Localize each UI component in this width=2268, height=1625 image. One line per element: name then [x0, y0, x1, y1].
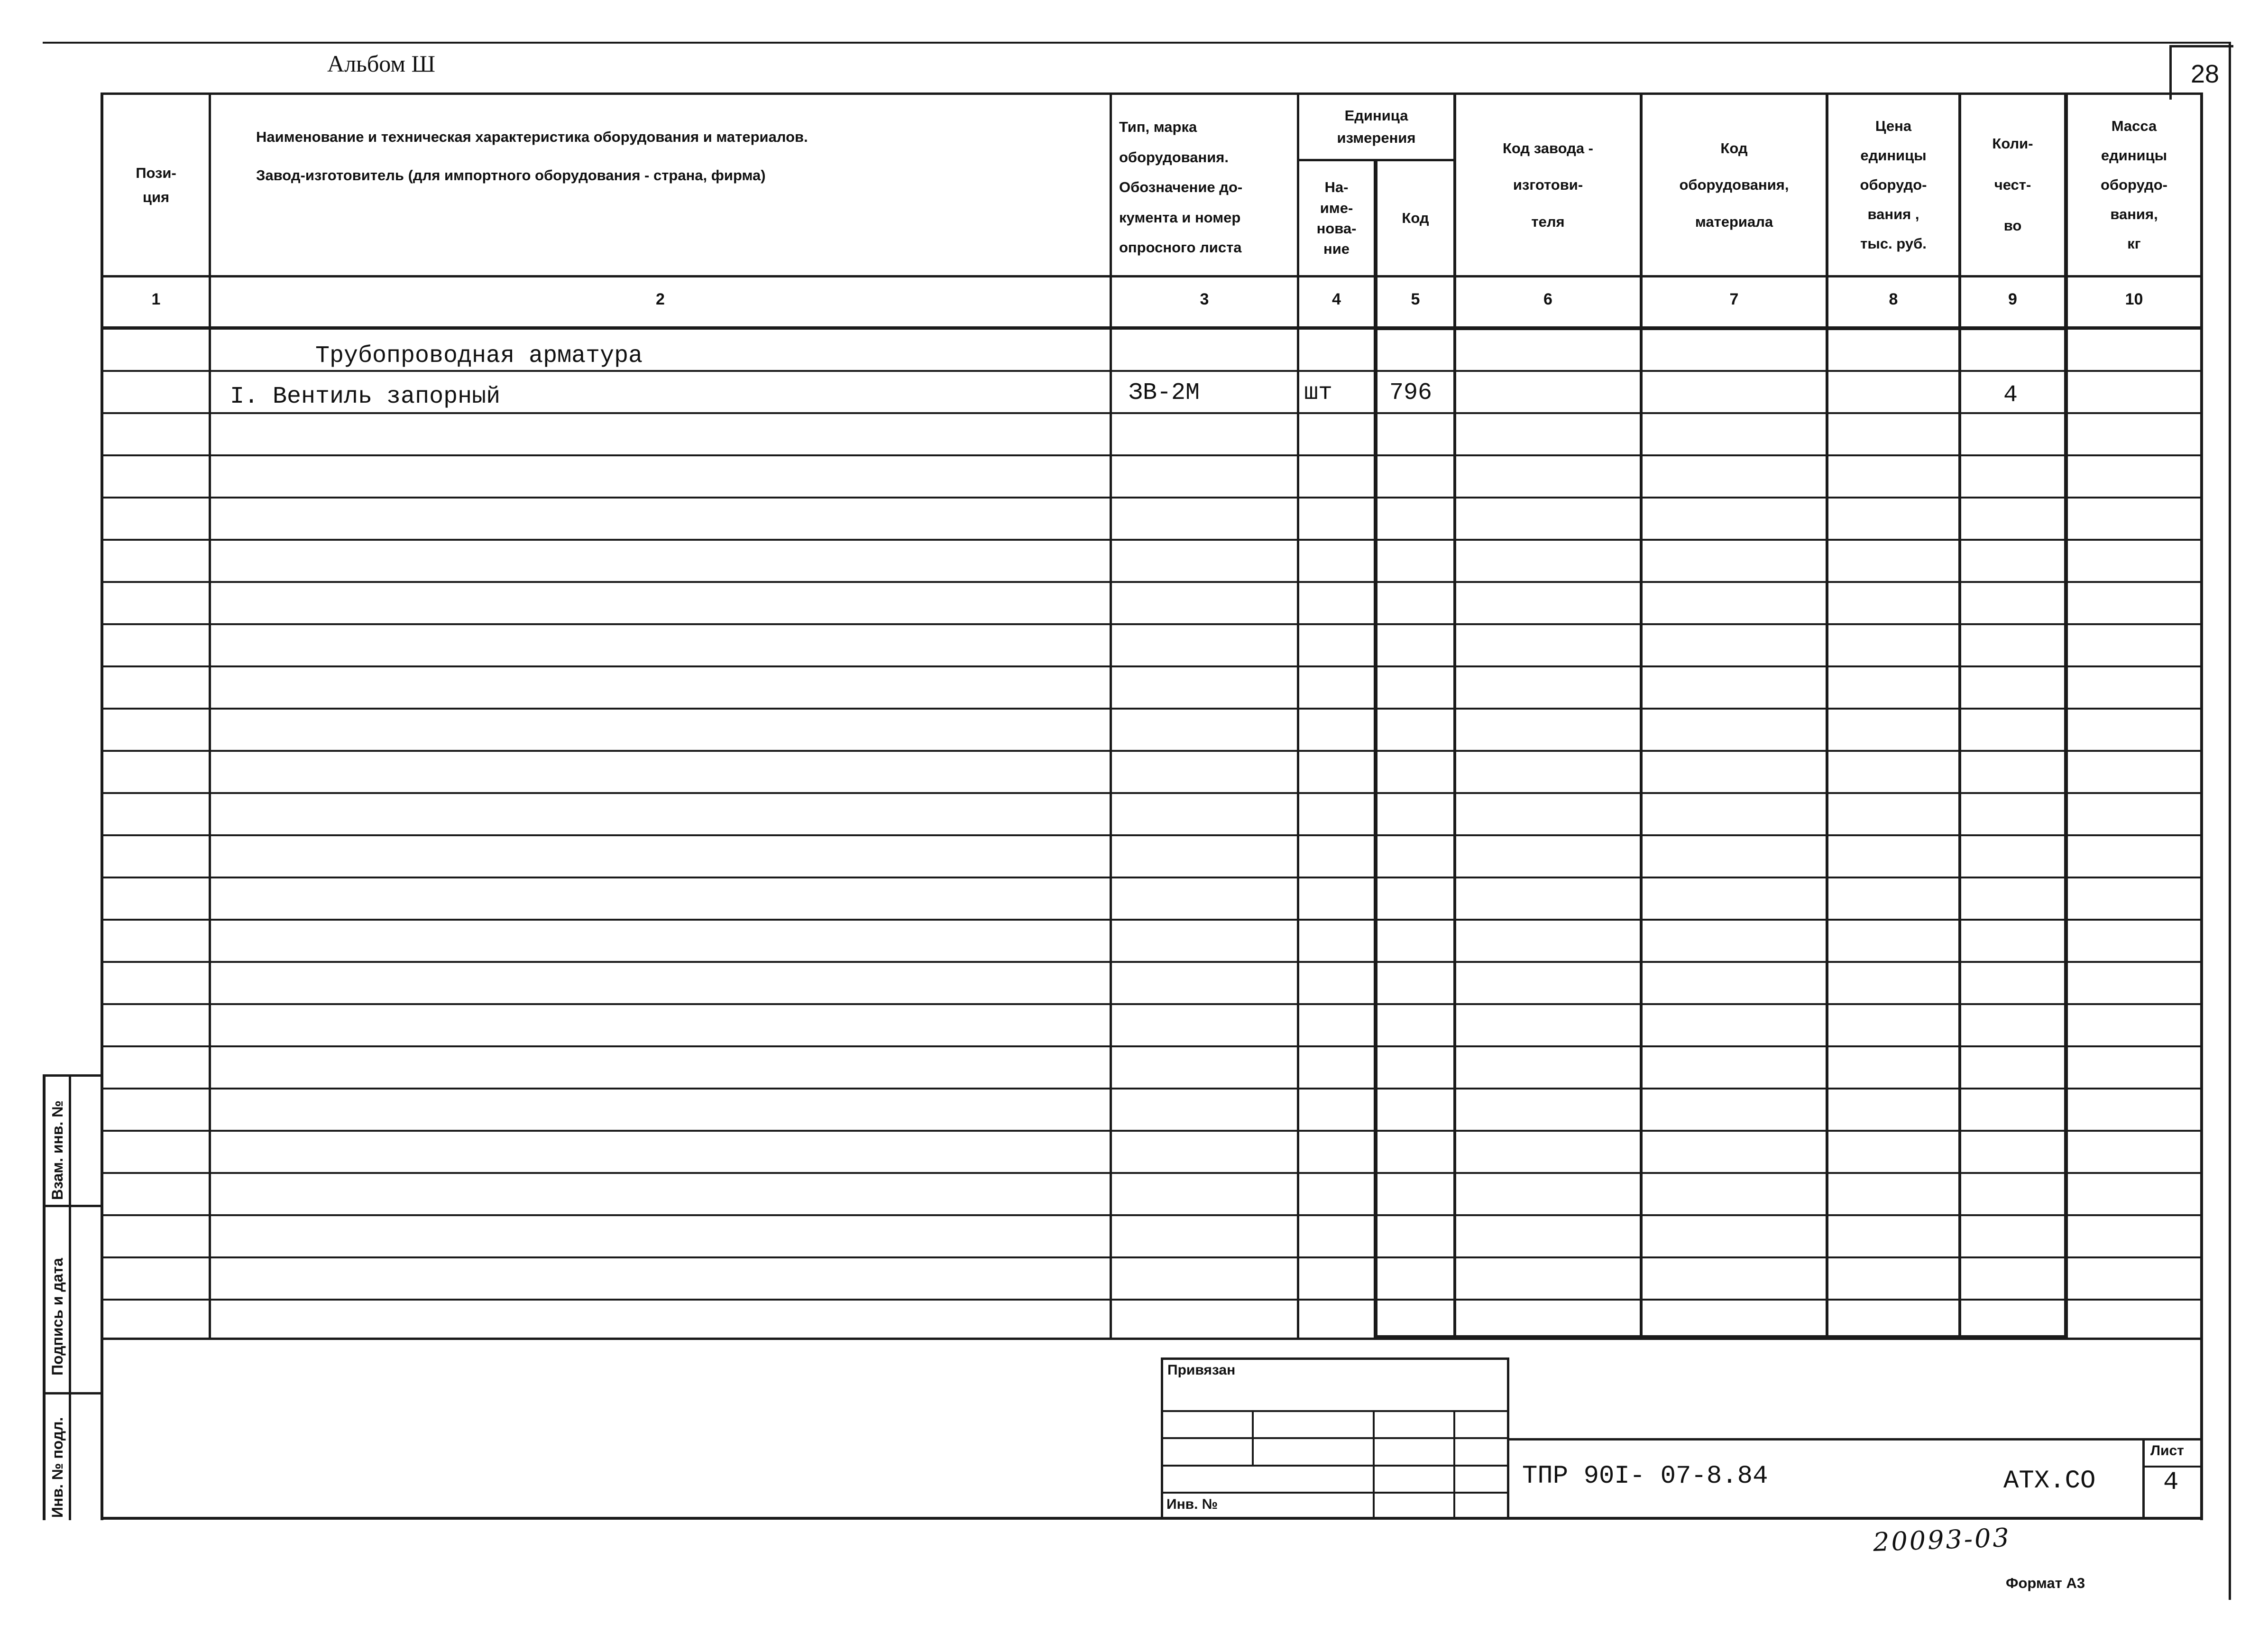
row1-name: Трубопроводная арматура	[315, 342, 643, 369]
table-row-line	[101, 1299, 2203, 1301]
header-price: Цена единицы оборудо- вания , тыс. руб.	[1860, 118, 1927, 252]
col-sep-6	[1640, 92, 1643, 1340]
row2-type: ЗВ-2М	[1129, 379, 1200, 406]
col-sep-4	[1374, 159, 1377, 1340]
format-label: Формат А3	[2006, 1575, 2085, 1591]
header-type: Тип, марка оборудования. Обозначение до- кумента и номер опросного листа	[1119, 119, 1243, 256]
document-code-right: АТХ.СО	[2003, 1467, 2096, 1496]
stamp-inv-no: Инв. №	[1166, 1496, 1218, 1512]
header-position: Пози- ция	[136, 164, 176, 205]
header-bottom-line	[101, 275, 2203, 277]
table-row-line	[101, 877, 2203, 878]
header-unit-name: На- име- нова- ние	[1316, 179, 1357, 258]
table-row-line	[101, 1003, 2203, 1005]
stamp-privyazan: Привязан	[1167, 1362, 1236, 1378]
sheet-number: 4	[2163, 1468, 2179, 1497]
table-row-line	[101, 1256, 2203, 1258]
col-number-6: 6	[1543, 290, 1552, 308]
table-row-line	[101, 1214, 2203, 1216]
stamp-row-4	[1161, 1492, 1509, 1494]
col-number-2: 2	[656, 290, 665, 308]
stamp-col-1	[1252, 1410, 1254, 1465]
page-number: 28	[2190, 60, 2220, 88]
col-sep-8	[1958, 92, 1961, 1340]
stamp-col-3	[1453, 1410, 1455, 1518]
row2-quantity: 4	[2003, 382, 2018, 409]
table-row-line	[101, 581, 2203, 583]
table-row-line	[101, 792, 2203, 794]
table-row-line	[101, 1045, 2203, 1047]
table-row-line	[101, 961, 2203, 963]
right-frame-line	[2229, 42, 2231, 1600]
col-sep-9	[2064, 92, 2068, 1340]
row2-unit: шт	[1304, 379, 1333, 406]
table-row-line	[101, 412, 2203, 414]
row2-code: 796	[1389, 379, 1432, 406]
sheet-box-mid	[2142, 1466, 2203, 1468]
stamp-row-3	[1161, 1465, 1509, 1467]
table-row-line	[101, 1172, 2203, 1174]
header-mass: Масса единицы оборудо- вания, кг	[2101, 118, 2167, 252]
table-body-bottom	[101, 1338, 2203, 1340]
header-maker-code: Код завода - изготови- теля	[1502, 139, 1593, 230]
side-left-line	[43, 1074, 46, 1520]
table-row-line	[101, 708, 2203, 710]
document-code: ТПР 90I- 07-8.84	[1522, 1462, 1768, 1491]
table-row-line	[101, 454, 2203, 456]
side-sep-1	[43, 1205, 103, 1207]
table-row-line	[101, 623, 2203, 625]
stamp-row-1	[1161, 1410, 1509, 1412]
stamp-col-2	[1373, 1410, 1375, 1518]
bold-box-top	[1374, 326, 2068, 330]
col-sep-3	[1297, 92, 1299, 1340]
stamp-box-top	[1161, 1357, 1509, 1360]
table-frame-bottom	[101, 1517, 2203, 1520]
sheet-label: Лист	[2150, 1443, 2184, 1459]
table-row-line	[101, 497, 2203, 499]
col-number-10: 10	[2125, 290, 2143, 308]
col-sep-1	[209, 92, 211, 1340]
header-unit-group: Единица измерения	[1337, 107, 1416, 146]
top-frame-line	[43, 42, 2231, 44]
table-row-line	[101, 919, 2203, 921]
side-inner-line	[69, 1074, 71, 1520]
col-number-5: 5	[1411, 290, 1420, 308]
side-label-inv-vzam: Взам. инв. №	[49, 1100, 66, 1200]
header-quantity: Коли- чест- во	[1992, 135, 2033, 234]
code-area-top	[1509, 1438, 2203, 1440]
side-top-line	[43, 1074, 103, 1077]
table-right-border	[2200, 92, 2203, 1520]
side-label-podpis: Подпись и дата	[49, 1258, 66, 1376]
col-number-9: 9	[2008, 290, 2017, 308]
handwritten-number: 20093-03	[1872, 1522, 2011, 1558]
table-row-line	[101, 834, 2203, 836]
table-row-line	[101, 750, 2203, 752]
col-number-3: 3	[1200, 290, 1209, 308]
col-number-4: 4	[1332, 290, 1341, 308]
table-row-line	[101, 1130, 2203, 1132]
header-equipment-code: Код оборудования, материала	[1679, 139, 1789, 230]
col-sep-7	[1826, 92, 1828, 1340]
table-row-line	[101, 1088, 2203, 1089]
col-sep-2	[1110, 92, 1112, 1340]
col-number-7: 7	[1729, 290, 1739, 308]
col-number-8: 8	[1889, 290, 1898, 308]
col-number-1: 1	[151, 290, 161, 308]
header-name: Наименование и техническая характеристика оборудования и материалов. Завод-изготовитель (для импортного оборудования - страна, фирма)	[256, 129, 808, 184]
side-sep-2	[43, 1392, 103, 1394]
table-row-line	[101, 370, 2203, 372]
row2-name: I. Вентиль запорный	[230, 383, 501, 410]
album-label: Альбом Ш	[327, 50, 435, 77]
table-row-line	[101, 539, 2203, 541]
header-unit-code: Код	[1402, 210, 1429, 227]
stamp-row-2	[1161, 1437, 1509, 1439]
table-row-line	[101, 665, 2203, 667]
sheet-box-left	[2142, 1438, 2145, 1519]
col-sep-5	[1453, 92, 1456, 1340]
side-label-inv-podl: Инв. № подл.	[49, 1417, 66, 1518]
